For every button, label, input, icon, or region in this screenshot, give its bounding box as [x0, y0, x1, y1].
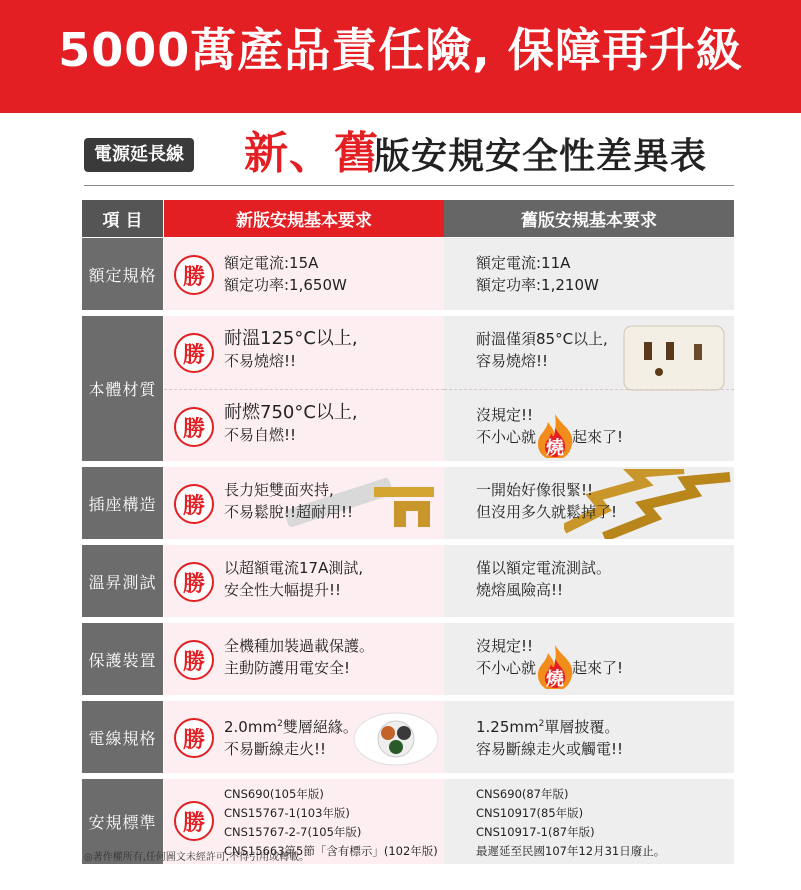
category-tag: 電源延長線	[84, 138, 194, 172]
cable-photo-icon	[352, 709, 442, 769]
headline	[84, 122, 734, 192]
win-badge-icon: 勝	[174, 640, 214, 680]
win-badge-icon: 勝	[174, 407, 214, 447]
new-cell	[164, 545, 444, 617]
new-cell	[164, 467, 444, 539]
win-badge-icon: 勝	[174, 255, 214, 295]
fire-icon	[532, 643, 578, 689]
header-item: 項 目	[82, 200, 163, 237]
cell-text: 額定電流:15A 額定功率:1,650W	[224, 254, 347, 294]
row-label: 保護裝置	[82, 623, 163, 695]
table-row	[82, 237, 734, 310]
table-header	[82, 200, 734, 237]
cell-text: 一開始好像很緊!! 但沒用多久就鬆掉了!	[476, 481, 618, 521]
cell-text: 沒規定!! 不小心就 燒 起來了!	[476, 406, 624, 458]
old-cell	[444, 701, 734, 773]
table-row	[82, 315, 734, 461]
row-label: 額定規格	[82, 238, 163, 310]
win-badge-icon: 勝	[174, 562, 214, 602]
cell-text: 以超額電流17A測試, 安全性大幅提升!!	[224, 559, 364, 599]
new-cell	[164, 701, 444, 773]
cell-text: 僅以額定電流測試。 燒熔風險高!!	[476, 559, 612, 599]
cell-text: $2.0mm^2$雙層絕緣。 不易斷線走火!!	[224, 718, 358, 758]
row-label: 本體材質	[82, 316, 163, 461]
copyright-note: ◎著作權所有,任何圖文未經許可,不得引用或轉載。	[84, 852, 310, 863]
table-row	[82, 622, 734, 695]
cell-text: 額定電流:11A 額定功率:1,210W	[476, 254, 599, 294]
cell-text: 耐燃750°C以上, 不易自燃!!	[224, 402, 358, 444]
new-cell	[164, 316, 444, 461]
fire-mark: 燒	[546, 669, 565, 689]
row-label: 電線規格	[82, 701, 163, 773]
table-row	[82, 466, 734, 539]
cell-text: CNS690(87年版) CNS10917(85年版) CNS10917-1(87年版) 最遲延至民國107年12月31日廢止。	[476, 787, 666, 858]
win-badge-icon: 勝	[174, 801, 214, 841]
title-new-old: 新、舊	[244, 128, 379, 179]
old-cell	[444, 467, 734, 539]
row-label: 安規標準	[82, 779, 163, 864]
divider	[84, 185, 734, 186]
old-cell	[444, 779, 734, 864]
fire-icon	[532, 412, 578, 458]
win-badge-icon: 勝	[174, 484, 214, 524]
fire-mark: 燒	[546, 438, 565, 458]
header-new: 新版安規基本要求	[164, 200, 444, 237]
table-row	[82, 544, 734, 617]
cell-text: $1.25mm^2$單層披覆。 容易斷線走火或觸電!!	[476, 718, 624, 758]
old-cell	[444, 623, 734, 695]
old-cell	[444, 238, 734, 310]
cell-text: 長力矩雙面夾持, 不易鬆脫!!超耐用!!	[224, 481, 354, 521]
row-label: 溫昇測試	[82, 545, 163, 617]
table-row	[82, 700, 734, 773]
win-badge-icon: 勝	[174, 718, 214, 758]
old-cell	[444, 545, 734, 617]
title-main: 版安規安全性差異表	[374, 136, 708, 177]
header-old: 舊版安規基本要求	[444, 200, 734, 237]
new-cell	[164, 238, 444, 310]
row-label: 插座構造	[82, 467, 163, 539]
banner-text: 5000萬產品責任險, 保障再升級	[58, 23, 743, 77]
cell-text: CNS690(105年版) CNS15767-1(103年版) CNS15767-2-7(105年版) CNS15663第5節「含有標示」(102年版)	[224, 787, 438, 858]
old-cell	[444, 316, 734, 461]
cell-text: 沒規定!! 不小心就 燒 起來了!	[476, 637, 624, 689]
cell-text: 耐溫僅須85°C以上, 容易燒熔!!	[476, 330, 608, 370]
new-cell	[164, 623, 444, 695]
cell-text: 全機種加裝過載保護。 主動防護用電安全!	[224, 637, 375, 677]
top-banner	[0, 0, 801, 113]
win-badge-icon: 勝	[174, 333, 214, 373]
cell-text: 耐溫125°C以上, 不易燒熔!!	[224, 328, 358, 370]
comparison-table	[82, 200, 734, 864]
